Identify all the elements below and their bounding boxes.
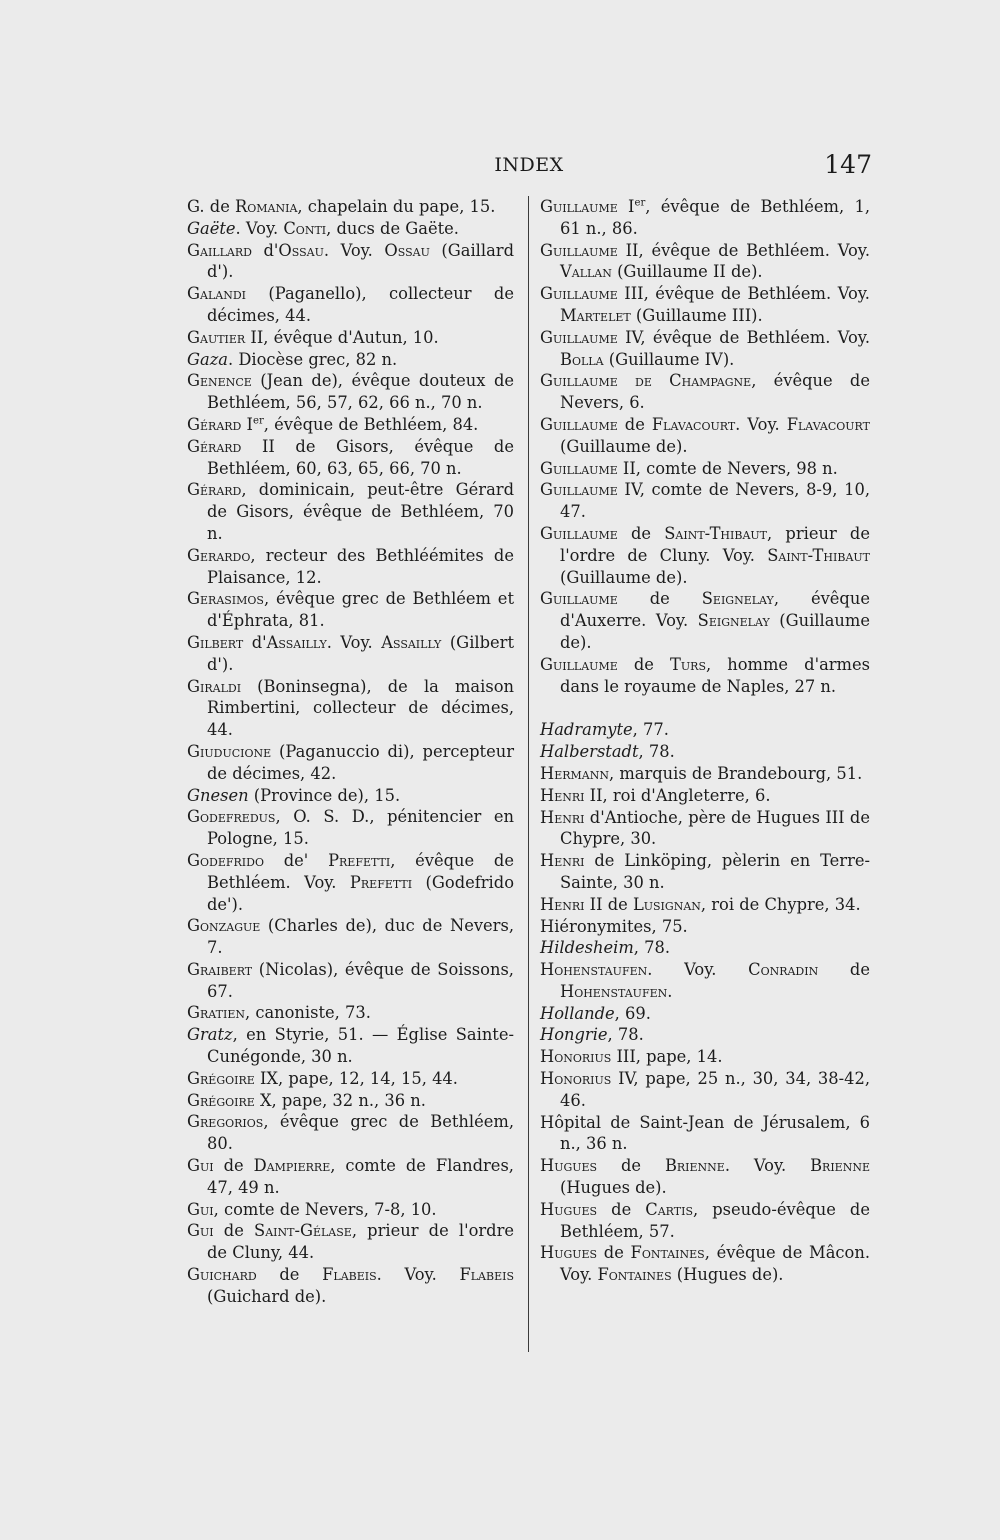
- entry-text: , évêque de Bethléem. Voy.: [207, 850, 514, 892]
- entry-text: d'Antioche, père de Hugues III de Chypre, 30.: [560, 807, 870, 849]
- entry-text: Lusignan: [632, 894, 701, 914]
- entry-text: Cartis: [645, 1199, 693, 1219]
- entry-text: , évêque grec de Bethléem, 80.: [207, 1112, 514, 1154]
- entry-text: Fontaines: [630, 1243, 705, 1263]
- entry-text: III, pape, 14.: [611, 1047, 723, 1067]
- entry-text: , évêque de Nevers, 6.: [560, 371, 870, 413]
- entry-text: Romania: [235, 197, 298, 216]
- entry-text: Guillaume: [540, 480, 618, 500]
- entry-text: Dampierre: [253, 1156, 331, 1176]
- index-entry: [540, 1046, 870, 1068]
- entry-text: II, roi d'Angleterre, 6.: [584, 785, 771, 805]
- index-entry: [540, 937, 870, 959]
- index-entry: [540, 763, 870, 785]
- index-entry: [187, 370, 514, 414]
- index-entry: [187, 1220, 514, 1264]
- entry-text: Gui: [187, 1156, 214, 1176]
- entry-text: de: [818, 960, 870, 980]
- index-entry: [187, 1068, 514, 1090]
- entry-text: II, comte de Nevers, 98 n.: [617, 458, 838, 478]
- entry-text: Guillaume: [540, 284, 618, 304]
- index-entry: [540, 654, 870, 698]
- index-entry: [187, 741, 514, 785]
- index-entry: [187, 436, 514, 480]
- index-entry: [187, 414, 514, 436]
- entry-text: IV, évêque de Bethléem. Voy.: [617, 327, 870, 347]
- index-entry: [187, 1155, 514, 1199]
- entry-text: Assailly: [381, 632, 442, 652]
- entry-text: . Voy.: [326, 632, 382, 652]
- entry-text: Guichard: [187, 1265, 257, 1285]
- index-entry: [187, 349, 514, 371]
- entry-text: Prefetti: [328, 850, 391, 870]
- entry-text: Guillaume: [540, 327, 618, 347]
- entry-text: (Guillaume III).: [630, 305, 763, 325]
- entry-text: Grégoire: [187, 1068, 255, 1088]
- index-column-right: [540, 196, 870, 1286]
- index-entry: [187, 915, 514, 959]
- entry-text: , prieur de l'ordre de Cluny. Voy.: [560, 523, 870, 565]
- index-entry: [540, 785, 870, 807]
- entry-text: Gaza: [187, 349, 228, 369]
- entry-text: I: [241, 414, 253, 434]
- entry-text: (Guillaume IV).: [603, 349, 735, 369]
- index-entry: [540, 894, 870, 916]
- index-entry: [540, 959, 870, 1003]
- entry-text: Guillaume: [540, 414, 618, 434]
- entry-text: , 78.: [633, 938, 671, 958]
- entry-text: Flabeis: [459, 1265, 514, 1285]
- index-entry: [187, 1090, 514, 1112]
- entry-text: Hôpital de Saint-Jean de Jérusalem, 6 n., 36 n.: [540, 1112, 870, 1154]
- entry-text: Graibert: [187, 959, 253, 979]
- entry-text: de: [597, 1199, 646, 1219]
- entry-text: Saint-Thibaut: [767, 545, 870, 565]
- entry-text: , évêque de Bethléem, 84.: [263, 414, 479, 434]
- entry-text: , prieur de l'ordre de Cluny, 44.: [207, 1221, 514, 1263]
- index-entry: [540, 283, 870, 327]
- entry-text: d': [251, 240, 279, 260]
- index-entry: [187, 959, 514, 1003]
- entry-text: I: [617, 197, 635, 216]
- entry-text: , 78.: [607, 1025, 644, 1045]
- entry-text: de': [263, 850, 329, 870]
- entry-text: Turs: [670, 654, 706, 674]
- entry-text: Hongrie: [540, 1025, 608, 1045]
- entry-text: (Guillaume de).: [560, 436, 688, 456]
- entry-text: G. de: [187, 197, 236, 216]
- entry-text: Saint-Thibaut: [664, 523, 768, 543]
- index-entry: [540, 916, 870, 938]
- index-entry: [540, 807, 870, 851]
- index-entry: [540, 1003, 870, 1025]
- entry-text: de: [617, 414, 652, 434]
- index-entry: [187, 1024, 514, 1068]
- entry-text: de: [597, 1156, 665, 1176]
- entry-text: . Voy.: [724, 1156, 811, 1176]
- entry-text: IX, pape, 12, 14, 15, 44.: [254, 1068, 458, 1088]
- index-entry: [540, 1024, 870, 1046]
- entry-text: Genence: [187, 371, 252, 391]
- index-entry: [187, 1111, 514, 1155]
- entry-text: , O. S. D., pénitencier en Pologne, 15.: [207, 807, 514, 849]
- entry-text: II, évêque de Bethléem. Voy.: [617, 240, 870, 260]
- entry-text: , homme d'armes dans le royaume de Naples, 27 n.: [560, 654, 870, 696]
- entry-text: Gonzague: [187, 916, 261, 936]
- entry-text: Gratien: [187, 1003, 245, 1023]
- entry-text: Ossau: [384, 240, 430, 260]
- entry-text: Henri: [540, 851, 585, 871]
- index-entry: [540, 588, 870, 653]
- index-entry: [540, 196, 870, 240]
- entry-text: , 69.: [614, 1003, 651, 1023]
- entry-text: de: [617, 654, 671, 674]
- entry-text: Gérard: [187, 414, 242, 434]
- entry-text: IV, pape, 25 n., 30, 34, 38-42, 46.: [560, 1069, 870, 1110]
- entry-text: Halberstadt: [540, 742, 639, 762]
- entry-text: Honorius: [540, 1069, 612, 1089]
- index-entry: [187, 196, 514, 218]
- index-entry: [540, 1242, 870, 1286]
- entry-text: Henri: [540, 807, 585, 827]
- entry-text: Saint-Gélase: [254, 1221, 352, 1241]
- entry-text: Hugues: [540, 1156, 598, 1176]
- index-entry: [187, 806, 514, 850]
- index-entry: [540, 719, 870, 741]
- entry-text: Flabeis: [322, 1265, 377, 1285]
- index-entry: [540, 1068, 870, 1112]
- entry-text: , évêque de Mâcon. Voy.: [560, 1243, 870, 1285]
- index-entry: [540, 479, 870, 523]
- entry-text: (Hugues de).: [560, 1178, 667, 1198]
- entry-text: Gérard: [187, 480, 242, 500]
- entry-text: , marquis de Brandebourg, 51.: [608, 763, 863, 783]
- entry-text: , 78.: [638, 742, 675, 762]
- entry-text: (Godefrido de').: [207, 872, 514, 914]
- index-entry: [187, 1002, 514, 1024]
- entry-text: II de Gisors, évêque de Bethléem, 60, 63, 65, 66, 70 n.: [207, 436, 514, 478]
- entry-text: , chapelain du pape, 15.: [297, 197, 496, 216]
- entry-text: Hermann: [540, 763, 609, 783]
- entry-text: Conti: [283, 218, 327, 238]
- entry-text: , recteur des Bethléémites de Plaisance, 12.: [207, 545, 514, 587]
- entry-text: (Hugues de).: [671, 1265, 784, 1285]
- entry-text: Hadramyte: [540, 720, 633, 740]
- entry-text: (Guichard de).: [207, 1286, 327, 1306]
- entry-text: Grégoire: [187, 1090, 255, 1110]
- index-entry: [540, 741, 870, 763]
- entry-text: er: [252, 415, 264, 427]
- entry-text: Assailly: [266, 632, 327, 652]
- entry-text: Martelet: [560, 305, 631, 325]
- entry-text: (Province de), 15.: [248, 785, 401, 805]
- entry-text: de: [213, 1221, 255, 1241]
- entry-text: , comte de Nevers, 7-8, 10.: [213, 1199, 437, 1219]
- entry-text: er: [634, 197, 646, 209]
- entry-text: (Guillaume II de).: [611, 262, 763, 282]
- entry-text: Galandi: [187, 284, 246, 304]
- entry-text: d': [243, 632, 267, 652]
- entry-text: . Voy.: [376, 1265, 460, 1285]
- index-entry: [540, 1155, 870, 1199]
- entry-text: . Voy.: [735, 414, 787, 434]
- entry-text: , évêque grec de Bethléem et d'Éphrata, 81.: [207, 589, 514, 631]
- index-entry: [540, 370, 870, 414]
- entry-text: . Voy.: [647, 960, 749, 980]
- entry-text: . Diocèse grec, 82 n.: [228, 349, 398, 369]
- entry-text: Conradin: [748, 960, 819, 980]
- index-entry: [187, 218, 514, 240]
- index-entry: [540, 1112, 870, 1156]
- entry-text: IV, comte de Nevers, 8-9, 10, 47.: [560, 480, 870, 522]
- index-entry: [540, 414, 870, 458]
- entry-text: Brienne: [810, 1156, 870, 1176]
- entry-text: de: [256, 1265, 323, 1285]
- entry-text: .: [667, 981, 673, 1001]
- index-entry: [187, 327, 514, 349]
- entry-text: , dominicain, peut-être Gérard de Gisors, évêque de Bethléem, 70 n.: [207, 480, 514, 543]
- entry-text: de: [213, 1156, 254, 1176]
- entry-text: , canoniste, 73.: [244, 1003, 371, 1023]
- page-number: 147: [824, 150, 872, 179]
- entry-text: Giuducione: [187, 741, 272, 761]
- entry-text: , en Styrie, 51. — Église Sainte-Cunégonde, 30 n.: [207, 1025, 514, 1067]
- index-entry: [187, 1199, 514, 1221]
- entry-text: III, évêque de Bethléem. Voy.: [617, 284, 870, 304]
- index-entry: [540, 523, 870, 588]
- index-entry: [187, 240, 514, 284]
- entry-text: (Guillaume de).: [560, 567, 688, 587]
- entry-text: Gui: [187, 1221, 214, 1241]
- index-entry: [187, 632, 514, 676]
- entry-text: Gui: [187, 1199, 214, 1219]
- entry-text: Gratz: [187, 1025, 233, 1045]
- entry-text: Hiéronymites, 75.: [540, 916, 688, 936]
- entry-text: Godefredus: [187, 807, 276, 827]
- entry-text: Bolla: [560, 349, 604, 369]
- entry-text: Giraldi: [187, 676, 242, 696]
- entry-text: Guillaume: [540, 589, 618, 609]
- entry-text: Henri: [540, 785, 585, 805]
- index-entry: [187, 283, 514, 327]
- entry-text: Gilbert: [187, 632, 244, 652]
- entry-text: de Linköping, pèlerin en Terre-Sainte, 30 n.: [560, 851, 870, 892]
- entry-text: Hollande: [540, 1003, 615, 1023]
- index-entry: [540, 240, 870, 284]
- entry-text: Guillaume: [540, 240, 618, 260]
- column-divider: [528, 196, 529, 1352]
- entry-text: (Paganello), collecteur de décimes, 44.: [207, 284, 514, 325]
- entry-text: Guillaume: [540, 197, 618, 216]
- index-entry: [187, 785, 514, 807]
- entry-text: Vallan: [560, 262, 612, 282]
- entry-text: II de: [584, 894, 633, 914]
- entry-text: X, pape, 32 n., 36 n.: [254, 1090, 426, 1110]
- entry-text: (Guillaume de).: [560, 611, 870, 652]
- entry-text: Henri: [540, 894, 585, 914]
- entry-text: Hohenstaufen: [540, 960, 648, 980]
- index-column-left: [187, 196, 514, 1308]
- entry-text: de: [597, 1243, 631, 1263]
- entry-text: Gérard: [187, 436, 242, 456]
- entry-text: Gaillard: [187, 240, 252, 260]
- entry-text: Flavacourt: [786, 414, 870, 434]
- entry-text: (Nicolas), évêque de Soissons, 67.: [207, 959, 514, 1001]
- entry-text: Gnesen: [187, 785, 249, 805]
- index-entry: [540, 1199, 870, 1243]
- entry-text: II, évêque d'Autun, 10.: [245, 327, 439, 347]
- entry-text: de: [617, 523, 665, 543]
- index-entry: [540, 850, 870, 894]
- entry-text: (Boninsegna), de la maison Rimbertini, collecteur de décimes, 44.: [207, 676, 514, 740]
- index-entry: [540, 458, 870, 480]
- entry-text: Seignelay: [701, 589, 774, 609]
- index-entry: [187, 588, 514, 632]
- entry-text: . Voy.: [323, 240, 385, 260]
- entry-text: , ducs de Gaëte.: [326, 218, 459, 238]
- entry-text: (Charles de), duc de Nevers, 7.: [207, 916, 514, 958]
- entry-text: Hugues: [540, 1199, 598, 1219]
- entry-text: Guillaume: [540, 654, 618, 674]
- entry-text: (Jean de), évêque douteux de Bethléem, 56, 57, 62, 66 n., 70 n.: [207, 371, 514, 413]
- entry-text: . Voy.: [235, 218, 284, 238]
- entry-text: Hildesheim: [540, 938, 634, 958]
- index-entry: [187, 1264, 514, 1308]
- entry-text: Seignelay: [697, 611, 770, 631]
- entry-text: , 77.: [632, 720, 669, 740]
- entry-text: Gregorios: [187, 1112, 264, 1132]
- entry-text: Fontaines: [597, 1265, 672, 1285]
- running-title: INDEX: [494, 154, 564, 176]
- index-entry: [187, 479, 514, 544]
- entry-text: , évêque de Bethléem, 1, 61 n., 86.: [560, 197, 870, 238]
- entry-text: Gerasimos: [187, 589, 264, 609]
- entry-text: Hohenstaufen: [560, 981, 668, 1001]
- entry-text: , pseudo-évêque de Bethléem, 57.: [560, 1199, 870, 1241]
- entry-text: (Gilbert d').: [207, 632, 514, 674]
- entry-text: Guillaume: [540, 523, 618, 543]
- entry-text: Gerardo: [187, 545, 251, 565]
- index-entry: [187, 676, 514, 741]
- entry-text: (Paganuccio di), percepteur de décimes, 42.: [207, 741, 514, 783]
- entry-text: , comte de Flandres, 47, 49 n.: [207, 1156, 514, 1197]
- entry-text: Flavacourt: [651, 414, 736, 434]
- entry-text: de: [617, 589, 702, 609]
- page-header: [186, 150, 872, 186]
- entry-text: Honorius: [540, 1047, 612, 1067]
- entry-text: (Gaillard d').: [207, 240, 514, 282]
- entry-text: Guillaume: [540, 458, 618, 478]
- entry-text: , évêque d'Auxerre. Voy.: [560, 589, 870, 631]
- entry-text: Guillaume de Champagne: [540, 371, 752, 391]
- index-entry: [540, 327, 870, 371]
- entry-text: Brienne: [664, 1156, 725, 1176]
- entry-text: , roi de Chypre, 34.: [700, 894, 861, 914]
- index-entry: [187, 545, 514, 589]
- entry-text: Gautier: [187, 327, 246, 347]
- entry-text: Hugues: [540, 1243, 598, 1263]
- entry-text: Prefetti: [349, 872, 413, 892]
- index-entry: [187, 850, 514, 915]
- entry-text: Godefrido: [187, 850, 264, 870]
- entry-text: Ossau: [278, 240, 324, 260]
- entry-text: Gaëte: [187, 218, 236, 238]
